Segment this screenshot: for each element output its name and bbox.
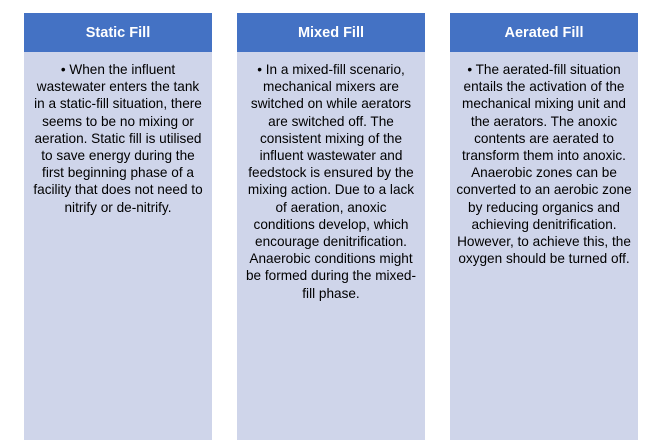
column-body-static-fill xyxy=(24,52,212,440)
column-title-mixed-fill: Mixed Fill xyxy=(297,24,365,41)
bullet-static-fill: • xyxy=(60,62,66,77)
bullet-aerated-fill: • xyxy=(467,62,473,77)
column-body-mixed-fill xyxy=(237,52,425,440)
column-text-mixed-fill: In a mixed-fill scenario, mechanical mixers are switched on while aerators are switched off. The consistent mixing of the influent wastewater and feedstock is ensured by the mixing action. Due to a lack of aeration, anoxic conditions develop, which encourage denitrification. Anaerobic conditions might be formed during the mixed-fill phase. xyxy=(245,62,416,301)
column-text-aerated-fill: The aerated-fill situation entails the activation of the mechanical mixing unit and the aerators. The anoxic contents are aerated to transform them into anoxic. Anaerobic zones can be converted to an aerobic zone by reducing organics and achieving denitrification. However, to achieve this, the oxygen should be turned off. xyxy=(456,62,632,267)
column-title-aerated-fill: Aerated Fill xyxy=(504,24,584,41)
bullet-mixed-fill: • xyxy=(257,62,262,77)
column-text-static-fill: When the influent wastewater enters the tank in a static-fill situation, there seems to be no mixing or aeration. Static fill is utilised to save energy during the first beginning phase of a facility that does not need to nitrify or de-nitrify. xyxy=(33,62,203,215)
column-header-mixed-fill xyxy=(237,13,425,52)
column-header-static-fill xyxy=(24,13,212,52)
column-mixed-fill xyxy=(237,13,425,440)
column-body-aerated-fill xyxy=(450,52,638,440)
column-static-fill xyxy=(24,13,212,440)
column-title-static-fill: Static Fill xyxy=(85,24,151,41)
column-header-aerated-fill xyxy=(450,13,638,52)
column-aerated-fill xyxy=(450,13,638,440)
